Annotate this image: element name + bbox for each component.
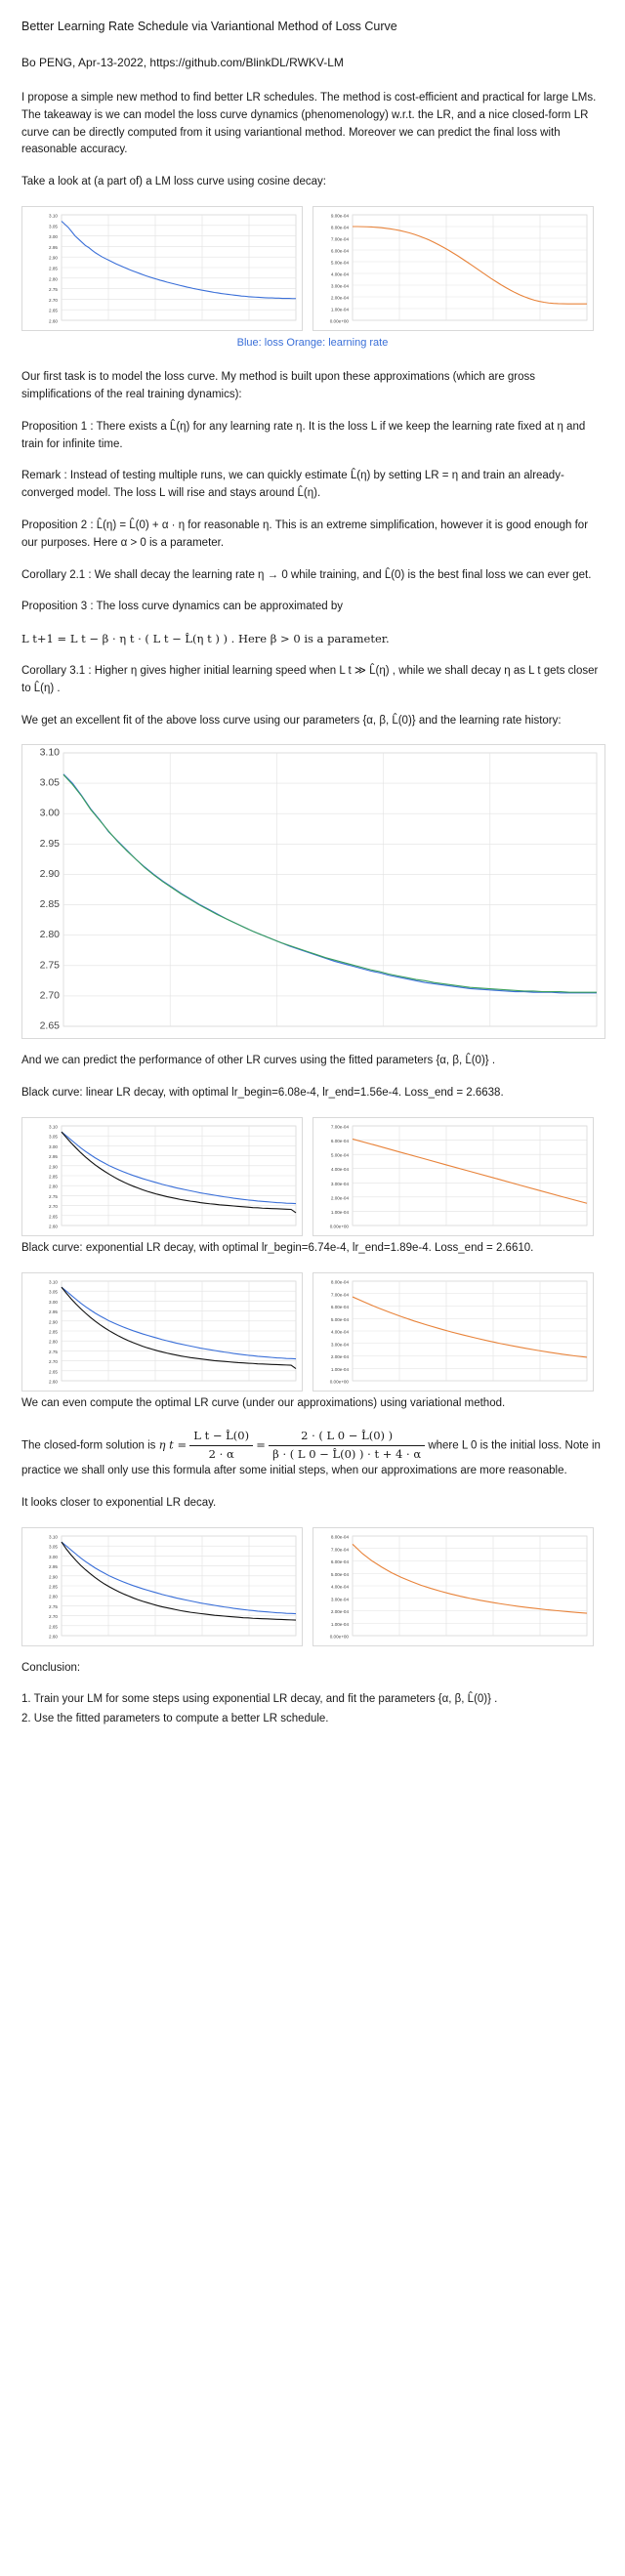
svg-text:3.00e-04: 3.00e-04 bbox=[330, 1597, 349, 1602]
svg-text:3.05: 3.05 bbox=[49, 1544, 58, 1550]
fraction-1-numerator: L t − L̂(0) bbox=[189, 1428, 253, 1446]
figure-5 bbox=[21, 1527, 604, 1646]
fraction-2-numerator: 2 · ( L 0 − L̂(0) ) bbox=[269, 1428, 425, 1446]
svg-text:2.85: 2.85 bbox=[39, 898, 60, 911]
svg-text:5.00e-04: 5.00e-04 bbox=[330, 1152, 349, 1158]
svg-text:6.00e-04: 6.00e-04 bbox=[330, 1558, 349, 1564]
conclusion-heading: Conclusion: bbox=[21, 1661, 81, 1674]
svg-text:8.00e-04: 8.00e-04 bbox=[330, 1279, 349, 1285]
byline: Bo PENG, Apr-13-2022, https://github.com/BlinkDL/RWKV-LM bbox=[21, 56, 344, 70]
svg-text:3.10: 3.10 bbox=[49, 1534, 58, 1540]
closed-form-fraction-2 bbox=[269, 1428, 425, 1464]
chart-fig3-loss bbox=[21, 1117, 303, 1236]
svg-text:2.00e-04: 2.00e-04 bbox=[330, 1195, 349, 1201]
svg-text:2.90: 2.90 bbox=[49, 1319, 58, 1325]
svg-text:2.80: 2.80 bbox=[49, 1184, 58, 1189]
page-title: Better Learning Rate Schedule via Variantional Method of Loss Curve bbox=[21, 20, 397, 33]
paragraph-predict-other: And we can predict the performance of other LR curves using the fitted parameters {α, β, L̂(0)} . bbox=[21, 1055, 496, 1067]
chart-fig4-loss bbox=[21, 1272, 303, 1392]
svg-text:6.00e-04: 6.00e-04 bbox=[330, 248, 349, 254]
svg-text:2.75: 2.75 bbox=[49, 1603, 58, 1609]
svg-text:1.00e-04: 1.00e-04 bbox=[330, 1210, 349, 1216]
svg-text:7.00e-04: 7.00e-04 bbox=[330, 1292, 349, 1298]
closed-form-fraction-1 bbox=[189, 1428, 253, 1464]
svg-text:2.95: 2.95 bbox=[49, 1564, 58, 1570]
svg-text:3.05: 3.05 bbox=[39, 777, 60, 790]
closed-form-lhs: η t = bbox=[158, 1437, 188, 1452]
svg-text:2.85: 2.85 bbox=[49, 1174, 58, 1180]
paragraph-exponential-decay: Black curve: exponential LR decay, with optimal lr_begin=6.74e-4, lr_end=1.89e-4. Loss_end = 2.6610. bbox=[21, 1242, 534, 1255]
closed-form-prefix: The closed-form solution is bbox=[21, 1439, 156, 1452]
paragraph-first-task: Our first task is to model the loss curve. My method is built upon these approximations (which are gross simplifications of the real training dynamics): bbox=[21, 371, 536, 400]
svg-text:3.00: 3.00 bbox=[39, 808, 60, 820]
svg-text:3.00: 3.00 bbox=[49, 234, 58, 240]
svg-text:2.00e-04: 2.00e-04 bbox=[330, 295, 349, 301]
paragraph-take-a-look: Take a look at (a part of) a LM loss curve using cosine decay: bbox=[21, 176, 326, 188]
svg-text:2.95: 2.95 bbox=[49, 1309, 58, 1314]
svg-text:2.95: 2.95 bbox=[49, 1154, 58, 1160]
proposition-3: Proposition 3 : The loss curve dynamics can be approximated by bbox=[21, 601, 343, 613]
svg-text:2.65: 2.65 bbox=[39, 1019, 60, 1032]
svg-text:6.00e-04: 6.00e-04 bbox=[330, 1139, 349, 1144]
svg-text:2.80: 2.80 bbox=[49, 1594, 58, 1600]
figure-4 bbox=[21, 1272, 604, 1392]
chart-fig4-lr bbox=[312, 1272, 594, 1392]
figure-1-caption: Blue: loss Orange: learning rate bbox=[236, 337, 389, 350]
svg-text:9.00e-04: 9.00e-04 bbox=[330, 213, 349, 219]
svg-text:2.85: 2.85 bbox=[49, 266, 58, 271]
closed-form-suffix: where L 0 is the initial loss. Note in practice we shall only use this formula after some initial steps, when our approximations are more reasonable. bbox=[21, 1439, 601, 1477]
svg-text:2.80: 2.80 bbox=[49, 1339, 58, 1345]
svg-text:3.05: 3.05 bbox=[49, 1289, 58, 1295]
remark: Remark : Instead of testing multiple runs, we can quickly estimate L̂(η) by setting LR = η and train an already-converged model. The loss L will rise and stays around L̂(η). bbox=[21, 470, 564, 500]
svg-text:2.70: 2.70 bbox=[49, 1204, 58, 1210]
svg-text:2.00e-04: 2.00e-04 bbox=[330, 1353, 349, 1359]
svg-text:2.65: 2.65 bbox=[49, 308, 58, 313]
svg-text:0.00e+00: 0.00e+00 bbox=[329, 1379, 349, 1385]
paragraph-linear-decay: Black curve: linear LR decay, with optimal lr_begin=6.08e-4, lr_end=1.56e-4. Loss_end = 2.6638. bbox=[21, 1087, 504, 1100]
svg-text:4.00e-04: 4.00e-04 bbox=[330, 271, 349, 277]
conclusion-item-1: 1. Train your LM for some steps using exponential LR decay, and fit the parameters {α, β, L̂(0)} . bbox=[21, 1692, 498, 1705]
svg-text:2.70: 2.70 bbox=[49, 1358, 58, 1364]
closed-form-solution bbox=[21, 1428, 604, 1480]
svg-text:8.00e-04: 8.00e-04 bbox=[330, 1534, 349, 1540]
figure-1 bbox=[21, 206, 604, 331]
svg-text:3.05: 3.05 bbox=[49, 224, 58, 229]
svg-text:5.00e-04: 5.00e-04 bbox=[330, 260, 349, 266]
svg-text:2.75: 2.75 bbox=[49, 287, 58, 293]
svg-text:2.80: 2.80 bbox=[49, 276, 58, 282]
svg-text:3.10: 3.10 bbox=[49, 1279, 58, 1285]
svg-text:4.00e-04: 4.00e-04 bbox=[330, 1167, 349, 1173]
svg-text:3.00: 3.00 bbox=[49, 1299, 58, 1305]
paragraph-excellent-fit: We get an excellent fit of the above loss curve using our parameters {α, β, L̂(0)} and the learning rate history: bbox=[21, 714, 562, 727]
paragraph-variational: We can even compute the optimal LR curve (under our approximations) using variational method. bbox=[21, 1396, 506, 1409]
chart-fig2-fit bbox=[21, 744, 605, 1039]
svg-text:7.00e-04: 7.00e-04 bbox=[330, 1547, 349, 1553]
svg-text:2.60: 2.60 bbox=[49, 1634, 58, 1640]
proposition-1: Proposition 1 : There exists a L̂(η) for any learning rate η. It is the loss L if we keep the learning rate fixed at η and train for infinite time. bbox=[21, 420, 586, 450]
conclusion-item-2: 2. Use the fitted parameters to compute a better LR schedule. bbox=[21, 1712, 329, 1724]
proposition-3-formula: L t+1 = L t − β · η t · ( L t − L̂(η t ) ) . Here β > 0 is a parameter. bbox=[21, 632, 390, 646]
svg-text:0.00e+00: 0.00e+00 bbox=[329, 1634, 349, 1640]
svg-text:5.00e-04: 5.00e-04 bbox=[330, 1571, 349, 1577]
svg-text:3.10: 3.10 bbox=[49, 213, 58, 219]
svg-text:3.00e-04: 3.00e-04 bbox=[330, 1342, 349, 1348]
svg-text:4.00e-04: 4.00e-04 bbox=[330, 1329, 349, 1335]
svg-text:0.00e+00: 0.00e+00 bbox=[329, 318, 349, 324]
proposition-2: Proposition 2 : L̂(η) = L̂(0) + α · η for reasonable η. This is an extreme simplification, however it is good enough for our purposes. Here α > 0 is a parameter. bbox=[21, 519, 589, 549]
fraction-1-denominator: 2 · α bbox=[208, 1446, 234, 1461]
svg-text:2.90: 2.90 bbox=[49, 1164, 58, 1170]
conclusion bbox=[21, 1660, 604, 1727]
svg-text:2.60: 2.60 bbox=[49, 318, 58, 324]
svg-text:2.65: 2.65 bbox=[49, 1369, 58, 1375]
svg-text:3.00e-04: 3.00e-04 bbox=[330, 283, 349, 289]
svg-text:1.00e-04: 1.00e-04 bbox=[330, 307, 349, 312]
chart-fig1-lr bbox=[312, 206, 594, 331]
svg-text:2.95: 2.95 bbox=[39, 838, 60, 851]
svg-text:2.70: 2.70 bbox=[49, 297, 58, 303]
svg-text:3.10: 3.10 bbox=[49, 1124, 58, 1130]
svg-text:2.65: 2.65 bbox=[49, 1214, 58, 1220]
chart-fig5-lr bbox=[312, 1527, 594, 1646]
svg-text:2.95: 2.95 bbox=[49, 244, 58, 250]
svg-text:3.00: 3.00 bbox=[49, 1554, 58, 1559]
fraction-2-denominator: β · ( L 0 − L̂(0) ) · t + 4 · α bbox=[272, 1446, 422, 1461]
svg-text:3.00: 3.00 bbox=[49, 1143, 58, 1149]
paragraph-intro: I propose a simple new method to find better LR schedules. The method is cost-efficient and practical for large LMs. The takeaway is we can model the loss curve dynamics (phenomenology) w.r.t. the LR, and a nice closed-form LR curve can be directly computed from it using variantional method. Moreover we can predict the final loss with reasonable accuracy. bbox=[21, 91, 597, 156]
svg-text:2.70: 2.70 bbox=[39, 989, 60, 1002]
chart-fig3-lr bbox=[312, 1117, 594, 1236]
corollary-2-1: Corollary 2.1 : We shall decay the learning rate η → 0 while training, and L̂(0) is the best final loss we can ever get. bbox=[21, 568, 592, 581]
svg-text:2.75: 2.75 bbox=[49, 1349, 58, 1354]
svg-text:7.00e-04: 7.00e-04 bbox=[330, 1124, 349, 1130]
svg-text:3.00e-04: 3.00e-04 bbox=[330, 1181, 349, 1186]
svg-text:2.75: 2.75 bbox=[39, 959, 60, 972]
svg-text:1.00e-04: 1.00e-04 bbox=[330, 1621, 349, 1627]
svg-text:2.70: 2.70 bbox=[49, 1614, 58, 1620]
svg-text:2.65: 2.65 bbox=[49, 1624, 58, 1630]
corollary-3-1: Corollary 3.1 : Higher η gives higher initial learning speed when L t ≫ L̂(η) , while we shall decay η as L t gets closer to L̂(η) . bbox=[21, 665, 599, 694]
svg-text:8.00e-04: 8.00e-04 bbox=[330, 225, 349, 230]
svg-text:0.00e+00: 0.00e+00 bbox=[329, 1224, 349, 1229]
svg-text:2.85: 2.85 bbox=[49, 1329, 58, 1335]
chart-fig1-loss bbox=[21, 206, 303, 331]
chart-fig5-loss bbox=[21, 1527, 303, 1646]
paragraph-closer-to-exp: It looks closer to exponential LR decay. bbox=[21, 1497, 217, 1510]
svg-text:2.75: 2.75 bbox=[49, 1193, 58, 1199]
svg-text:7.00e-04: 7.00e-04 bbox=[330, 236, 349, 242]
svg-text:2.00e-04: 2.00e-04 bbox=[330, 1608, 349, 1614]
svg-text:3.05: 3.05 bbox=[49, 1134, 58, 1140]
svg-text:2.90: 2.90 bbox=[49, 1574, 58, 1580]
svg-text:1.00e-04: 1.00e-04 bbox=[330, 1366, 349, 1372]
svg-text:2.90: 2.90 bbox=[49, 255, 58, 261]
svg-text:2.80: 2.80 bbox=[39, 929, 60, 941]
closed-form-equals: = bbox=[256, 1437, 266, 1452]
svg-text:2.85: 2.85 bbox=[49, 1584, 58, 1590]
figure-3 bbox=[21, 1117, 604, 1236]
svg-text:2.60: 2.60 bbox=[49, 1224, 58, 1229]
svg-text:5.00e-04: 5.00e-04 bbox=[330, 1316, 349, 1322]
svg-text:6.00e-04: 6.00e-04 bbox=[330, 1304, 349, 1309]
svg-text:3.10: 3.10 bbox=[39, 746, 60, 759]
svg-text:2.90: 2.90 bbox=[39, 868, 60, 881]
svg-text:4.00e-04: 4.00e-04 bbox=[330, 1584, 349, 1590]
svg-text:2.60: 2.60 bbox=[49, 1379, 58, 1385]
